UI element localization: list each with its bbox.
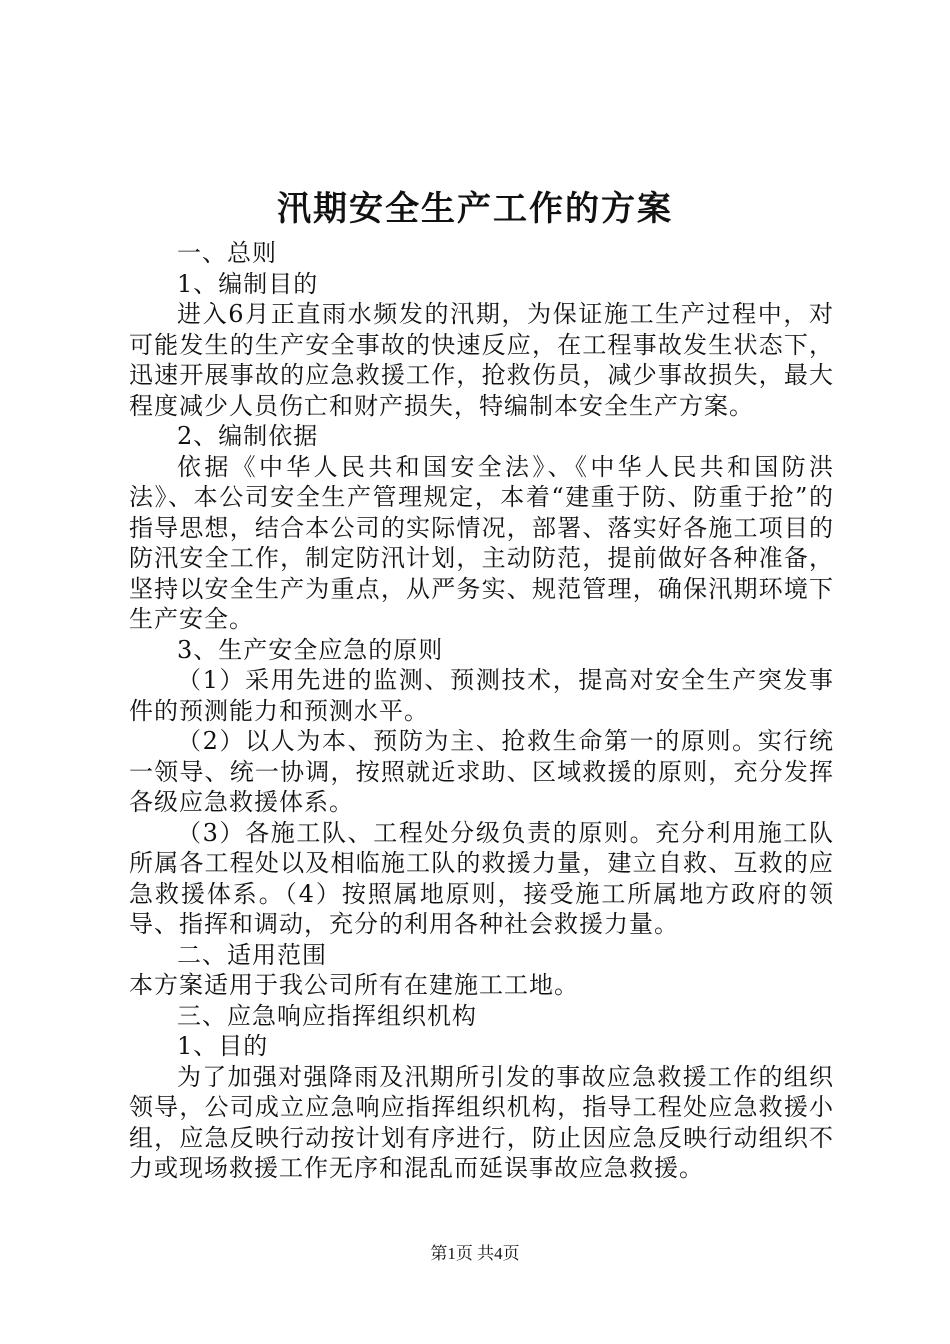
heading-principles: 3、生产安全应急的原则 (177, 635, 444, 664)
paragraph-objective: 为了加强对强降雨及汛期所引发的事故应急救援工作的组织领导，公司成立应急响应指挥组织机构，指导工程处应急救援小组，应急反映行动按计划有序进行，防止因应急反映行动组织不力或现场救援工作无序和混乱而延误事故应急救援。 (129, 1062, 834, 1182)
heading-basis: 2、编制依据 (177, 422, 319, 450)
paragraph-scope: 本方案适用于我公司所有在建施工工地。 (129, 971, 579, 999)
paragraph-principle-3: （3）各施工队、工程处分级负责的原则。充分利用施工队所属各工程处以及相临施工队的救援力量，建立自救、互救的应急救援体系。（4）按照属地原则，接受施工所属地方政府的领导、指挥和调动，充分的利用各种社会救援力量。 (129, 818, 834, 938)
heading-objective: 1、目的 (177, 1032, 269, 1060)
heading-scope: 二、适用范围 (177, 940, 327, 969)
paragraph-principle-2: （2）以人为本、预防为主、抢救生命第一的原则。实行统一领导、统一协调，按照就近求助、区域救援的原则，充分发挥各级应急救援体系。 (129, 727, 834, 816)
document-body (129, 238, 834, 1184)
document-title: 汛期安全生产工作的方案 (277, 189, 673, 229)
paragraph-purpose: 进入6月正直雨水频发的汛期，为保证施工生产过程中，对可能发生的生产安全事故的快速反应，在工程事故发生状态下，迅速开展事故的应急救援工作，抢救伤员，减少事故损失，最大程度减少人员伤亡和财产损失，特编制本安全生产方案。 (129, 300, 834, 420)
paragraph-principle-1: （1）采用先进的监测、预测技术，提高对安全生产突发事件的预测能力和预测水平。 (129, 666, 834, 725)
page-number: 第1页 共4页 (430, 1244, 520, 1263)
paragraph-basis: 依据《中华人民共和国安全法》、《中华人民共和国防洪法》、本公司安全生产管理规定，本着“建重于防、防重于抢”的指导思想，结合本公司的实际情况，部署、落实好各施工项目的防汛安全工作，制定防汛计划，主动防范，提前做好各种准备，坚持以安全生产为重点，从严务实、规范管理，确保汛期环境下生产安全。 (129, 452, 834, 633)
heading-organization: 三、应急响应指挥组织机构 (177, 1001, 477, 1030)
heading-purpose: 1、编制目的 (177, 269, 319, 298)
heading-general: 一、总则 (177, 239, 277, 267)
